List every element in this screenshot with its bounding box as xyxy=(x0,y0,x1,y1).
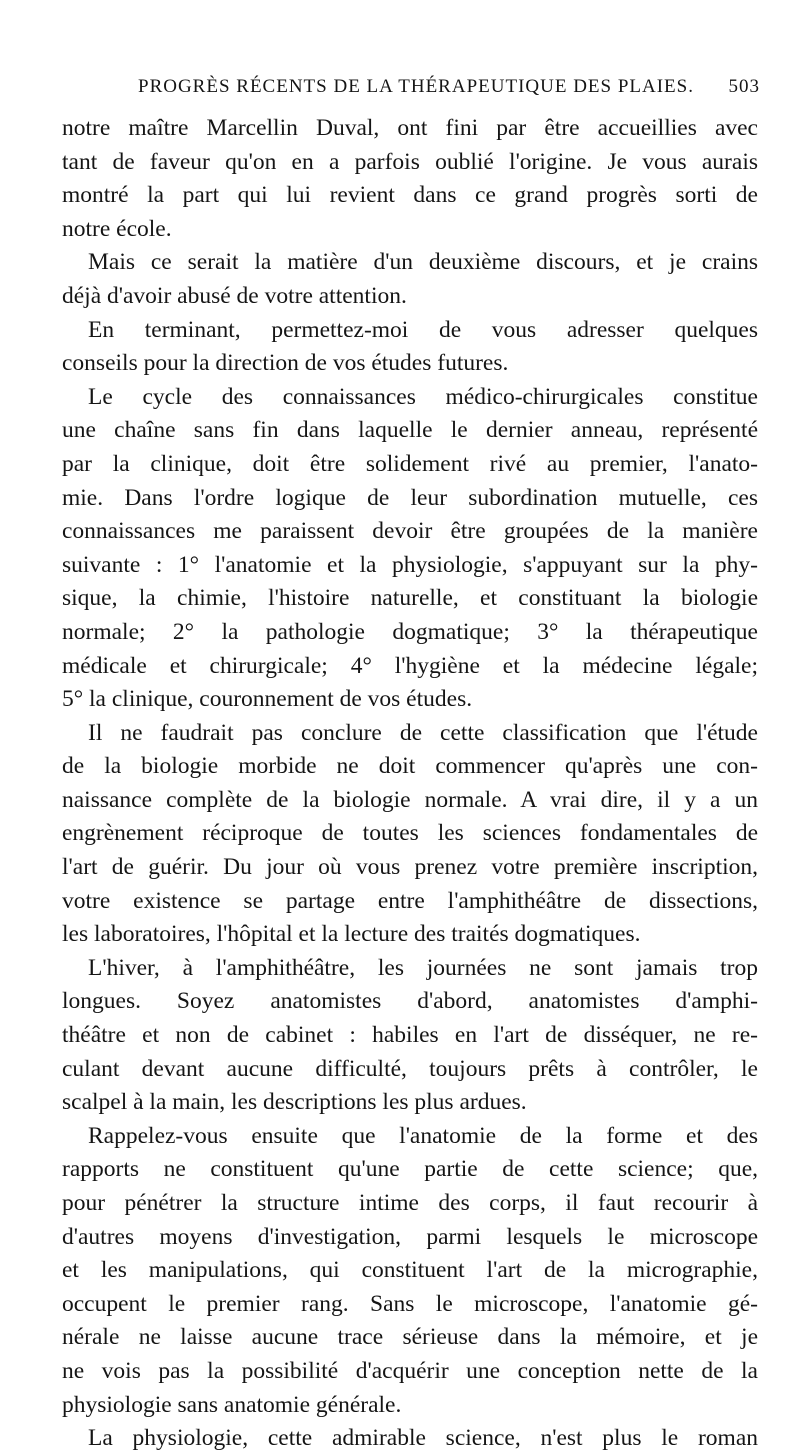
running-head xyxy=(138,72,760,102)
text-line: Le cycle des connaissances médico-chirurgicales constitue xyxy=(88,383,758,410)
text-line: médicale et chirurgicale; 4° l'hygiène et la médecine légale; xyxy=(62,652,758,679)
text-line: L'hiver, à l'amphithéâtre, les journées ne sont jamais trop xyxy=(88,954,758,981)
page-number: 503 xyxy=(728,76,760,97)
text-line: naissance complète de la biologie normale. A vrai dire, il y a un xyxy=(62,786,758,813)
text-line: Mais ce serait la matière d'un deuxième discours, et je crains xyxy=(88,249,758,276)
text-line: longues. Soyez anatomistes d'abord, anatomistes d'amphi- xyxy=(62,988,758,1015)
text-line: l'art de guérir. Du jour où vous prenez votre première inscription, xyxy=(62,854,758,881)
text-line: votre existence se partage entre l'amphithéâtre de dissections, xyxy=(62,887,758,914)
text-line: théâtre et non de cabinet : habiles en l'art de disséquer, ne re- xyxy=(62,1022,758,1049)
text-line: les laboratoires, l'hôpital et la lecture des traités dogmatiques. xyxy=(62,921,641,948)
text-line: La physiologie, cette admirable science, n'est plus le roman xyxy=(88,1425,758,1452)
text-line: de la biologie morbide ne doit commencer qu'après une con- xyxy=(62,753,758,780)
text-line: mie. Dans l'ordre logique de leur subordination mutuelle, ces xyxy=(62,484,758,511)
text-line: notre école. xyxy=(62,215,172,242)
text-line: connaissances me paraissent devoir être groupées de la manière xyxy=(62,518,758,545)
text-line: engrènement réciproque de toutes les sciences fondamentales de xyxy=(62,820,758,847)
text-line: ne vois pas la possibilité d'acquérir une conception nette de la xyxy=(62,1357,758,1384)
text-line: 5° la clinique, couronnement de vos études. xyxy=(62,686,473,713)
text-line: suivante : 1° l'anatomie et la physiologie, s'appuyant sur la phy- xyxy=(62,551,758,578)
text-line: scalpel à la main, les descriptions les plus ardues. xyxy=(62,1089,527,1116)
text-line: sique, la chimie, l'histoire naturelle, et constituant la biologie xyxy=(62,585,758,612)
text-line: d'autres moyens d'investigation, parmi lesquels le microscope xyxy=(62,1223,758,1250)
text-line: conseils pour la direction de vos études futures. xyxy=(62,350,509,377)
text-line: nérale ne laisse aucune trace sérieuse dans la mémoire, et je xyxy=(62,1324,758,1351)
text-line: En terminant, permettez-moi de vous adresser quelques xyxy=(88,316,758,343)
text-line: Rappelez-vous ensuite que l'anatomie de la forme et des xyxy=(88,1122,758,1149)
text-line: occupent le premier rang. Sans le microscope, l'anatomie gé- xyxy=(62,1290,758,1317)
text-line: normale; 2° la pathologie dogmatique; 3° la thérapeutique xyxy=(62,618,758,645)
body-text xyxy=(62,112,758,1456)
text-line: Il ne faudrait pas conclure de cette classification que l'étude xyxy=(88,719,758,746)
text-line: une chaîne sans fin dans laquelle le dernier anneau, représenté xyxy=(62,417,758,444)
text-line: culant devant aucune difficulté, toujours prêts à contrôler, le xyxy=(62,1055,758,1082)
text-line: notre maître Marcellin Duval, ont fini par être accueillies avec xyxy=(62,115,758,141)
text-line: tant de faveur qu'on en a parfois oublié l'origine. Je vous aurais xyxy=(62,148,758,175)
text-line: par la clinique, doit être solidement rivé au premier, l'anato- xyxy=(62,450,758,477)
running-head-title: PROGRÈS RÉCENTS DE LA THÉRAPEUTIQUE DES PLAIES. xyxy=(138,76,694,97)
text-line: montré la part qui lui revient dans ce grand progrès sorti de xyxy=(62,182,758,209)
text-line: pour pénétrer la structure intime des corps, il faut recourir à xyxy=(62,1190,758,1216)
text-line: déjà d'avoir abusé de votre attention. xyxy=(62,282,407,309)
text-line: rapports ne constituent qu'une partie de cette science; que, xyxy=(62,1156,758,1183)
text-line: physiologie sans anatomie générale. xyxy=(62,1391,402,1418)
text-line: et les manipulations, qui constituent l'art de la micrographie, xyxy=(62,1257,758,1284)
